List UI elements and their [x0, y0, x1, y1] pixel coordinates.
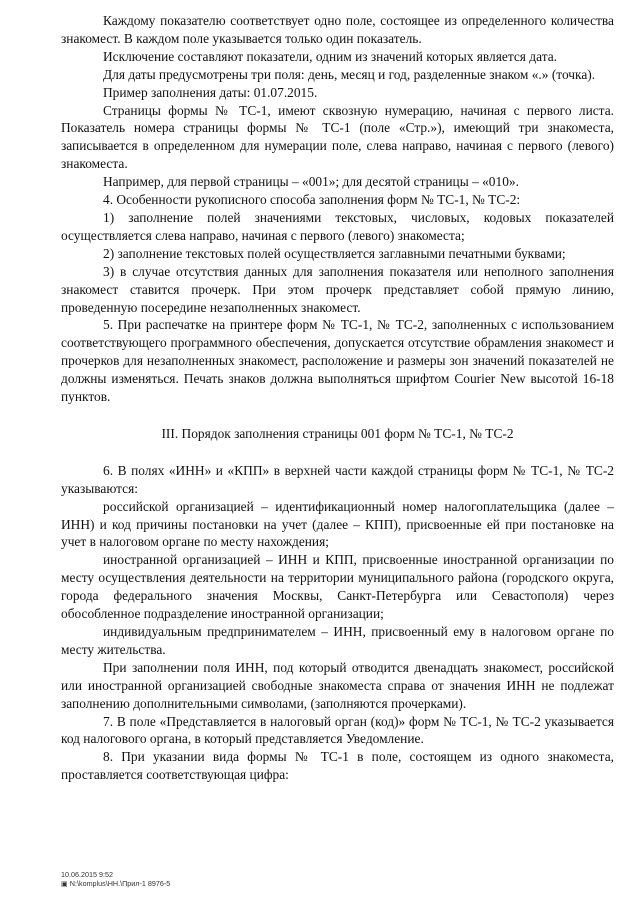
paragraph: Пример заполнения даты: 01.07.2015. — [103, 84, 318, 100]
paragraph: 5. При распечатке на принтере форм № ТС-1, № ТС-2, заполненных с использованием соответствующего программного обеспечения, допускается отсутствие обрамления знакомест и прочерков для незаполненных знакомест, расположение и размеры зон значений показателей не должны изменяться. Печать знаков должна выполняться шрифтом Courier New высотой 16-18 пунктов. — [61, 317, 614, 405]
paragraph: При заполнении поля ИНН, под который отводится двенадцать знакомест, российской или иностранной организацией свободные знакоместа справа от значения ИНН не подлежат заполнению дополнительными символами, (заполняются прочерками). — [61, 659, 614, 711]
footer-timestamp: 10.06.2015 9:52 — [61, 870, 113, 879]
footer-path-text: N:\komplus\НН.\Прил-1 8976-5 — [69, 879, 171, 889]
paragraph: российской организацией – идентификационный номер налогоплательщика (далее – ИНН) и код причины постановки на учет (далее – КПП), присвоенные ей при постановке на учет в налоговом органе по месту нахождения; — [61, 498, 614, 550]
file-icon: ▣ — [61, 879, 68, 889]
list-item: 2) заполнение текстовых полей осуществляется заглавными печатными буквами; — [103, 245, 566, 261]
print-footer — [61, 870, 170, 888]
paragraph: Например, для первой страницы – «001»; для десятой страницы – «010». — [103, 174, 519, 190]
footer-path — [61, 879, 170, 888]
paragraph: Исключение составляют показатели, одним из значений которых является дата. — [103, 48, 558, 64]
paragraph: Каждому показателю соответствует одно поле, состоящее из определенного количества знакомест. В каждом поле указывается только один показатель. — [61, 13, 614, 46]
list-item: 1) заполнение полей значениями текстовых, числовых, кодовых показателей осуществляется слева направо, начиная с первого (левого) знакоместа; — [61, 209, 614, 243]
list-item: 3) в случае отсутствия данных для заполнения показателя или неполного заполнения знакомест ставится прочерк. При этом прочерк представляет собой прямую линию, проведенную посередине незаполненных знакомест. — [61, 263, 614, 315]
document-page — [61, 12, 614, 784]
paragraph: Для даты предусмотрены три поля: день, месяц и год, разделенные знаком «.» (точка). — [103, 66, 596, 82]
paragraph: иностранной организацией – ИНН и КПП, присвоенные иностранной организации по месту осуществления деятельности на территории муниципального района (городского округа, города федерального значения Москвы, Санкт-Петербурга или Севастополя) через обособленное подразделение иностранной организации; — [61, 552, 614, 622]
paragraph: индивидуальным предпринимателем – ИНН, присвоенный ему в налоговом органе по месту жительства. — [61, 624, 614, 657]
section-heading: III. Порядок заполнения страницы 001 форм № ТС-1, № ТС-2 — [161, 425, 514, 441]
paragraph: 4. Особенности рукописного способа заполнения форм № ТС-1, № ТС-2: — [103, 192, 521, 208]
paragraph: Страницы формы № ТС-1, имеют сквозную нумерацию, начиная с первого листа. Показатель номера страницы формы № ТС-1 (поле «Стр.»), имеющий три знакоместа, записывается в определенном для нумерации поле, слева направо, начиная с первого (левого) знакоместа. — [61, 102, 614, 172]
paragraph: 8. При указании вида формы № ТС-1 в поле, состоящем из одного знакоместа, проставляется соответствующая цифра: — [61, 749, 614, 783]
paragraph: 7. В поле «Представляется в налоговый орган (код)» форм № ТС-1, № ТС-2 указывается код налогового органа, в который представляется Уведомление. — [61, 713, 614, 747]
paragraph: 6. В полях «ИНН» и «КПП» в верхней части каждой страницы форм № ТС-1, № ТС-2 указываются: — [61, 462, 614, 496]
